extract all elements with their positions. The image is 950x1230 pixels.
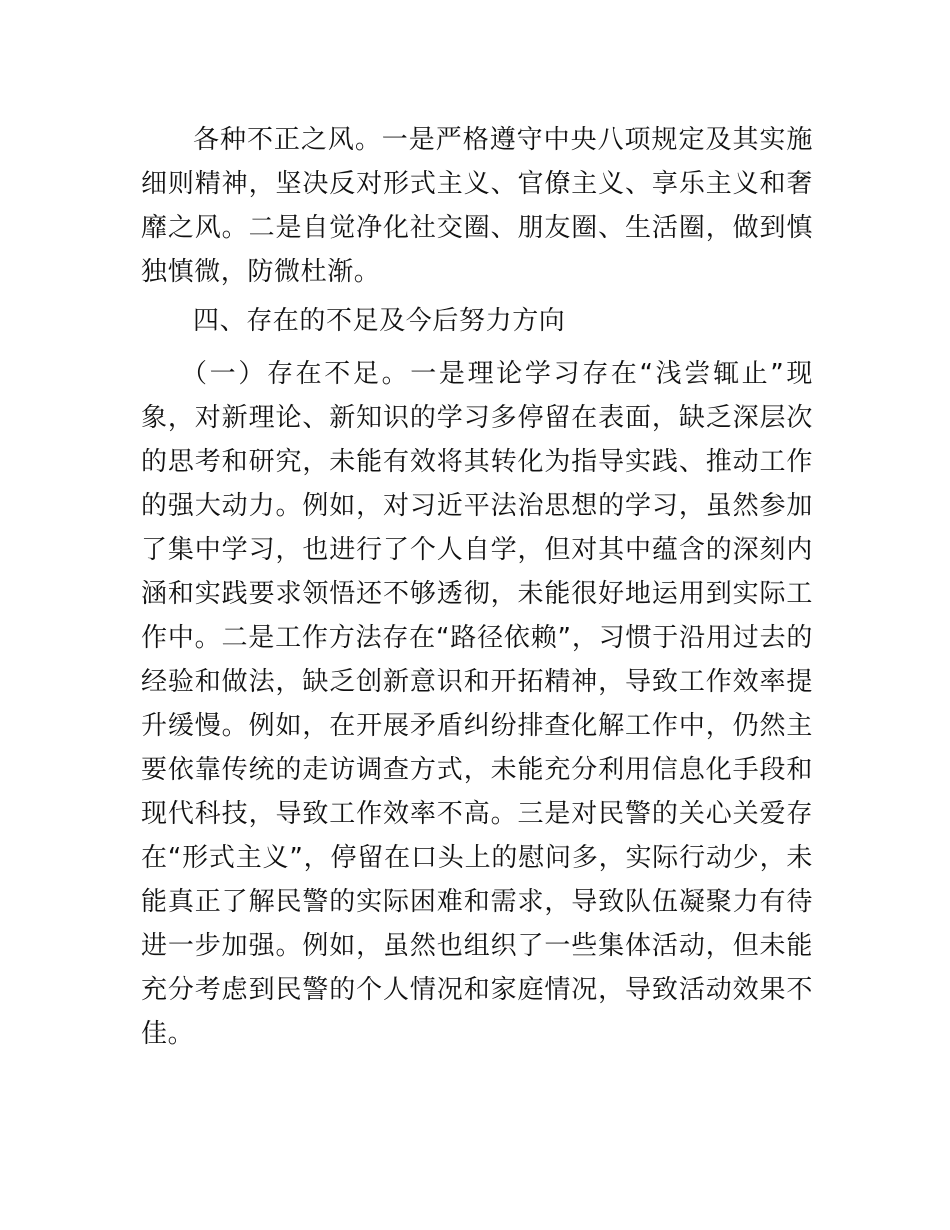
section-heading: 四、存在的不足及今后努力方向 [193, 306, 566, 336]
subsection-paragraph: （一）存在不足。一是理论学习存在“浅尝辄止”现象，对新理论、新知识的学习多停留在表面，缺乏深层次的思考和研究，未能有效将其转化为指导实践、推动工作的强大动力。例如，对习近平法治思想的学习，虽然参加了集中学习，也进行了个人自学，但对其中蕴含的深刻内涵和实践要求领悟还不够透彻，未能很好地运用到实际工作中。二是工作方法存在“路径依赖”，习惯于沿用过去的经验和做法，缺乏创新意识和开拓精神，导致工作效率提升缓慢。例如，在开展矛盾纠纷排查化解工作中，仍然主要依靠传统的走访调查方式，未能充分利用信息化手段和现代科技，导致工作效率不高。三是对民警的关心关爱存在“形式主义”，停留在口头上的慰问多，实际行动少，未能真正了解民警的实际困难和需求，导致队伍凝聚力有待进一步加强。例如，虽然也组织了一些集体活动，但未能充分考虑到民警的个人情况和家庭情况，导致活动效果不佳。 [141, 359, 813, 1049]
paragraph-continuation: 各种不正之风。一是严格遵守中央八项规定及其实施细则精神，坚决反对形式主义、官僚主义、享乐主义和奢靡之风。二是自觉净化社交圈、朋友圈、生活圈，做到慎独慎微，防微杜渐。 [141, 125, 813, 287]
